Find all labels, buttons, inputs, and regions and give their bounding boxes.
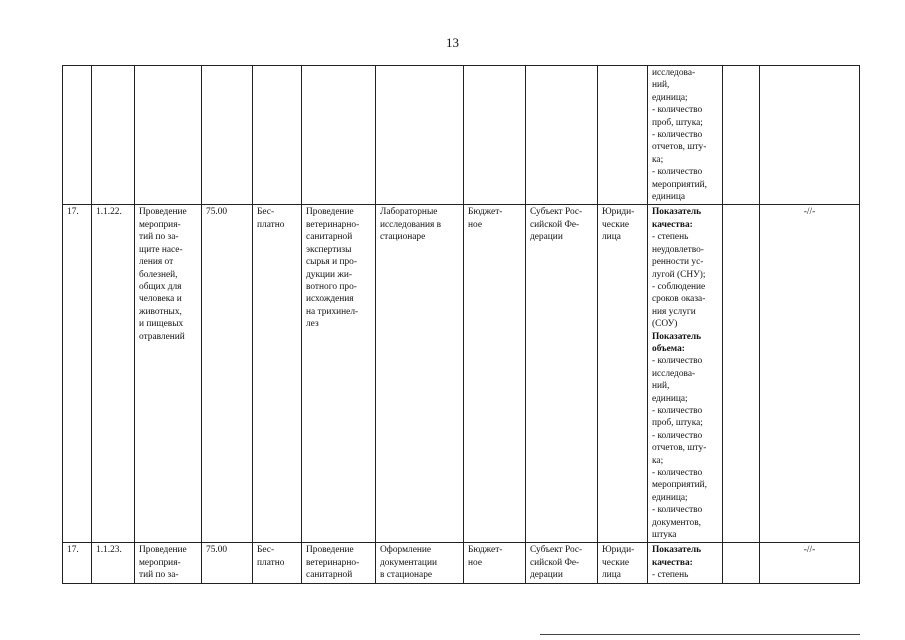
cell-price: 75.00 — [202, 205, 253, 543]
cell-financing — [464, 543, 526, 583]
cell-line: ное — [468, 219, 482, 230]
cell-line: и пищевых — [139, 319, 184, 330]
cell-line: качества: — [652, 557, 693, 568]
cell-line: Проведение — [306, 545, 354, 556]
cell-line: - количество — [652, 405, 703, 416]
cell-line: Бес- — [257, 545, 275, 556]
cell-line: ческие — [602, 219, 630, 230]
cell-line: Бюджет- — [468, 545, 503, 556]
cell-consumers — [598, 205, 648, 543]
cell-line: - количество — [652, 430, 703, 441]
cell-line: тий по за- — [139, 570, 179, 581]
cell-line: мероприятий, — [652, 480, 707, 491]
cell-financing — [464, 205, 526, 543]
cell-line: платно — [257, 219, 285, 230]
cell-line: Юриди- — [602, 207, 635, 218]
cell-line: болезней, — [139, 269, 178, 280]
cell-code: 1.1.22. — [92, 205, 135, 543]
cell-line: в стационаре — [380, 570, 433, 581]
cell-line: мероприятий, — [652, 179, 707, 190]
cell-line: тий по за- — [139, 232, 179, 243]
cell-line: - количество — [652, 356, 703, 367]
cell-line: единица; — [652, 492, 688, 503]
cell-code — [92, 66, 135, 205]
cell-price: 75.00 — [202, 543, 253, 583]
cell-line: санитарной — [306, 570, 353, 581]
cell-consumers — [598, 66, 648, 205]
cell-line: Бюджет- — [468, 207, 503, 218]
cell-line: лез — [306, 319, 319, 330]
cell-line: общих для — [139, 281, 182, 292]
cell-line: проб, штука; — [652, 418, 703, 429]
cell-line: платно — [257, 557, 285, 568]
cell-line: санитарной — [306, 232, 353, 243]
cell-line: - количество — [652, 130, 703, 141]
cell-line: ческие — [602, 557, 630, 568]
cell-name — [135, 205, 202, 543]
cell-line: сырья и про- — [306, 257, 357, 268]
cell-num — [63, 66, 92, 205]
cell-line: единица; — [652, 92, 688, 103]
cell-line: ний, — [652, 381, 670, 392]
cell-line: животных, — [139, 306, 182, 317]
cell-line: - количество — [652, 105, 703, 116]
cell-line: сийской Фе- — [530, 557, 580, 568]
cell-code: 1.1.23. — [92, 543, 135, 583]
cell-indicators — [648, 543, 723, 583]
cell-line: Показатель — [652, 207, 702, 218]
cell-line: объема: — [652, 343, 685, 354]
cell-line: дерации — [530, 570, 563, 581]
cell-line: лица — [602, 232, 621, 243]
cell-name — [135, 543, 202, 583]
cell-line: Бес- — [257, 207, 275, 218]
cell-conditions — [376, 205, 464, 543]
cell-content — [302, 205, 376, 543]
cell-line: мероприя- — [139, 557, 181, 568]
cell-consumers — [598, 543, 648, 583]
cell-conditions — [376, 543, 464, 583]
footer-rule — [540, 634, 860, 635]
cell-indicators — [648, 205, 723, 543]
cell-line: Субъект Рос- — [530, 545, 583, 556]
cell-content — [302, 66, 376, 205]
cell-line: вотного про- — [306, 281, 357, 292]
cell-indicators — [648, 66, 723, 205]
services-table — [62, 65, 860, 584]
cell-name — [135, 66, 202, 205]
cell-line: дукции жи- — [306, 269, 353, 280]
cell-line: - количество — [652, 468, 703, 478]
cell-conditions — [376, 66, 464, 205]
cell-line: - степень — [652, 570, 689, 581]
cell-line: мероприя- — [139, 219, 181, 230]
cell-line: документов, — [652, 517, 701, 528]
cell-line: - количество — [652, 505, 703, 516]
cell-line: штука — [652, 530, 677, 541]
cell-line: Субъект Рос- — [530, 207, 583, 218]
cell-note: -//- — [760, 543, 860, 583]
cell-content — [302, 543, 376, 583]
page-number: 13 — [446, 35, 459, 50]
cell-line: единица — [652, 192, 686, 203]
cell-line: Проведение — [306, 207, 354, 218]
cell-level — [526, 543, 598, 583]
cell-line: на трихинел- — [306, 306, 359, 317]
cell-line: лица — [602, 570, 621, 581]
cell-line: отчетов, шту- — [652, 443, 707, 454]
cell-financing — [464, 66, 526, 205]
cell-line: единица; — [652, 393, 688, 404]
cell-line: Лабораторные — [380, 207, 438, 218]
cell-line: ния услуги — [652, 306, 696, 317]
cell-line: ветеринарно- — [306, 557, 360, 568]
cell-line: экспертизы — [306, 244, 352, 255]
cell-blank — [723, 66, 760, 205]
cell-line: ка; — [652, 154, 664, 165]
cell-line: отчетов, шту- — [652, 142, 707, 153]
cell-blank — [723, 543, 760, 583]
cell-line: человека и — [139, 294, 182, 305]
cell-level — [526, 205, 598, 543]
cell-line: щите насе- — [139, 244, 183, 255]
cell-num: 17. — [63, 543, 92, 583]
cell-line: ветеринарно- — [306, 219, 360, 230]
cell-line: ка; — [652, 455, 664, 466]
cell-line: Проведение — [139, 545, 187, 556]
cell-line: сроков оказа- — [652, 294, 706, 305]
table-row-1-1-22 — [63, 205, 860, 543]
cell-line: неудовлетво- — [652, 244, 704, 255]
cell-line: Показатель — [652, 545, 702, 556]
cell-payment — [253, 543, 302, 583]
cell-price — [202, 66, 253, 205]
cell-payment — [253, 205, 302, 543]
table-row-continuation — [63, 66, 860, 205]
cell-line: исследования в — [380, 219, 442, 230]
cell-payment — [253, 66, 302, 205]
table-row-1-1-23 — [63, 543, 860, 583]
cell-line: дерации — [530, 232, 563, 243]
cell-line: Оформление — [380, 545, 432, 556]
cell-line: исследова- — [652, 68, 696, 78]
cell-line: лугой (СНУ); — [652, 269, 706, 280]
cell-note — [760, 66, 860, 205]
cell-line: исследова- — [652, 368, 696, 379]
cell-line: Показатель — [652, 331, 702, 342]
cell-line: отравлений — [139, 331, 185, 342]
cell-line: - соблюдение — [652, 281, 706, 292]
cell-line: Проведение — [139, 207, 187, 218]
cell-line: - количество — [652, 167, 703, 178]
cell-blank — [723, 205, 760, 543]
cell-line: - степень — [652, 232, 689, 243]
cell-line: проб, штука; — [652, 117, 703, 128]
cell-num: 17. — [63, 205, 92, 543]
cell-line: документации — [380, 557, 437, 568]
cell-line: качества: — [652, 219, 693, 230]
cell-line: (СОУ) — [652, 319, 678, 330]
cell-line: ний, — [652, 80, 670, 91]
cell-line: стационаре — [380, 232, 426, 243]
cell-level — [526, 66, 598, 205]
cell-line: ления от — [139, 257, 174, 268]
cell-line: исхождения — [306, 294, 354, 305]
cell-line: ное — [468, 557, 482, 568]
cell-note: -//- — [760, 205, 860, 543]
cell-line: Юриди- — [602, 545, 635, 556]
cell-line: ренности ус- — [652, 257, 704, 268]
cell-line: сийской Фе- — [530, 219, 580, 230]
